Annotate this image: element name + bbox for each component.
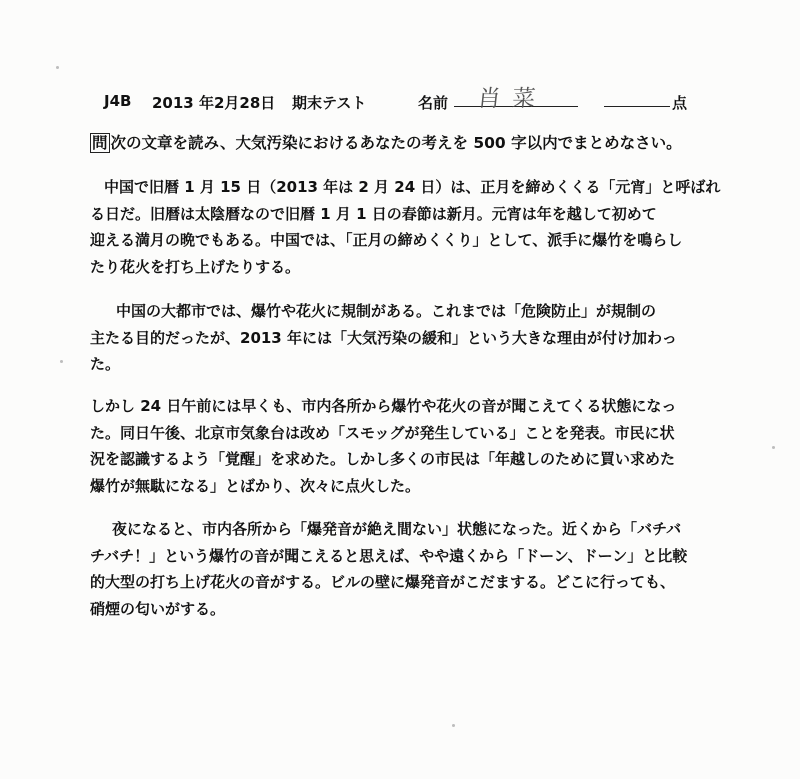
passage-line: 主たる目的だったが、2013 年には「大気汚染の緩和」という大きな理由が付け加わっ: [90, 328, 677, 347]
passage-line: たり花火を打ち上げたりする。: [90, 257, 301, 276]
name-label: 名前: [418, 94, 449, 112]
passage-line: 迎える満月の晩でもある。中国では、「正月の締めくくり」として、派手に爆竹を鳴らし: [90, 231, 683, 249]
passage-line: チバチ！」という爆竹の音が聞こえると思えば、やや遠くから「ドーン、ドーン」と比較: [90, 546, 688, 565]
passage-line: る日だ。旧暦は太陰暦なので旧暦 1 月 1 日の春節は新月。元宵は年を越して初めて: [90, 204, 657, 223]
scan-speck: [452, 724, 455, 727]
passage-paragraph-2: [90, 298, 730, 378]
handwritten-name: 肖 菜: [476, 86, 539, 112]
passage-line: た。: [90, 355, 121, 373]
passage-line: 夜になると、市内各所から「爆発音が絶え間ない」状態になった。近くから「バチバ: [112, 520, 682, 538]
passage-line: 中国の大都市では、爆竹や花火に規制がある。これまでは「危険防止」が規制の: [116, 302, 657, 320]
passage-line: 硝煙の匂いがする。: [90, 599, 226, 618]
passage-line: 中国で旧暦 1 月 15 日（2013 年は 2 月 24 日）は、正月を締めくくる「元宵」と呼ばれ: [104, 178, 721, 196]
scan-speck: [60, 360, 63, 363]
passage-line: た。同日午後、北京市気象台は改め「スモッグが発生している」ことを発表。市民に状: [90, 423, 675, 442]
score-label: 点: [672, 94, 688, 112]
passage-paragraph-4: [90, 516, 730, 622]
passage-line: 況を認識するよう「覚醒」を求めた。しかし多くの市民は「年越しのために買い求めた: [90, 450, 676, 468]
question-prompt: [90, 131, 730, 153]
scan-speck: [772, 446, 775, 449]
passage-line: 的大型の打ち上げ花火の音がする。ビルの壁に爆発音がこだまする。どこに行っても、: [90, 573, 676, 591]
passage-line: しかし 24 日午前には早くも、市内各所から爆竹や花火の音が聞こえてくる状態になっ: [90, 397, 677, 415]
score-field-line: [604, 106, 670, 107]
question-marker: 問: [92, 134, 108, 152]
scan-speck: [56, 66, 59, 69]
passage-paragraph-3: [90, 393, 730, 499]
exam-date: 2013 年2月28日: [152, 94, 276, 112]
passage-line: 爆竹が無駄になる」とばかり、次々に点火した。: [90, 476, 421, 495]
question-text: 次の文章を読み、大気汚染におけるあなたの考えを 500 字以内でまとめなさい。: [110, 134, 682, 152]
class-label: J4B: [104, 92, 132, 110]
passage-paragraph-1: [90, 174, 730, 280]
exam-header: [104, 86, 704, 120]
exam-title: 期末テスト: [292, 94, 367, 112]
